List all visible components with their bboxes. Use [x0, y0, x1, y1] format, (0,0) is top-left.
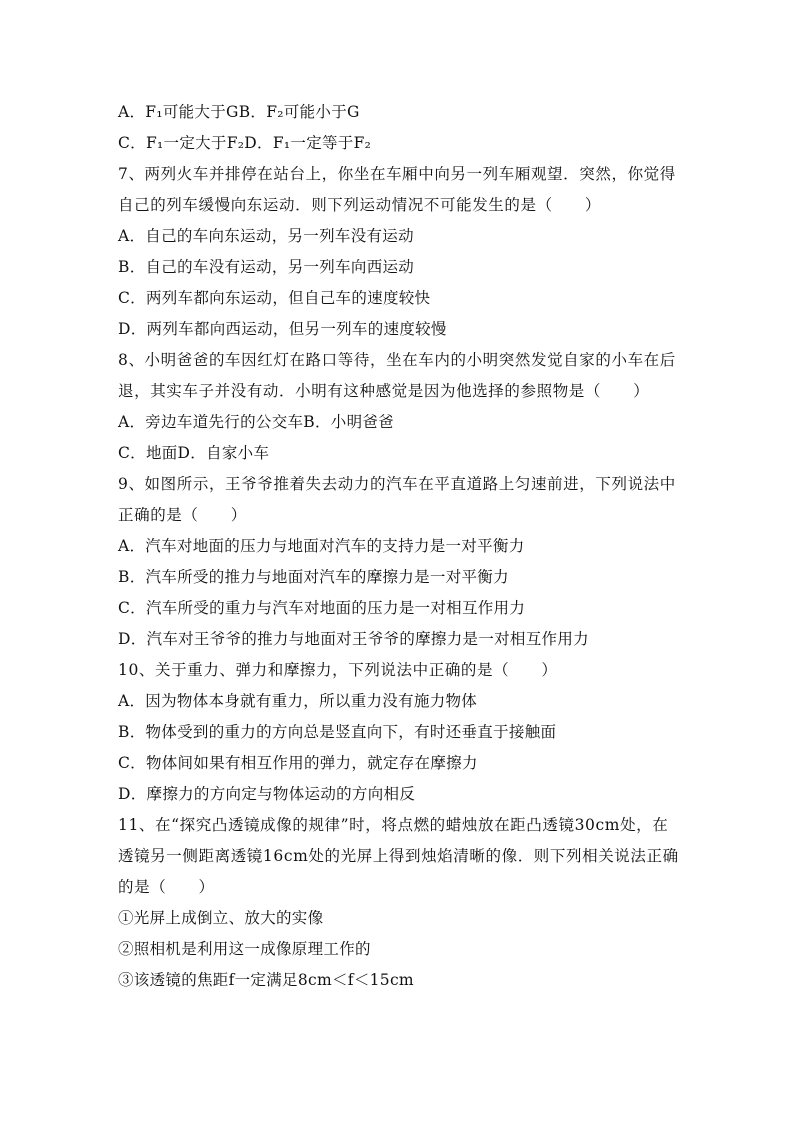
question-7-option-b: B．自己的车没有运动，另一列车向西运动 — [118, 258, 415, 276]
question-7-option-a: A．自己的车向东运动，另一列车没有运动 — [118, 227, 414, 245]
question-8-options-cd: C．地面D．自家小车 — [118, 444, 270, 462]
question-10-line-1: 10、关于重力、弹力和摩擦力，下列说法中正确的是（ ） — [118, 661, 558, 679]
question-11-line-3: 的是（ ） — [118, 878, 215, 896]
question-7-line-1: 7、两列火车并排停在站台上，你坐在车厢中向另一列车厢观望．突然，你觉得 — [118, 165, 676, 183]
question-10-option-a: A．因为物体本身就有重力，所以重力没有施力物体 — [118, 692, 478, 710]
question-11-statement-2: ②照相机是利用这一成像原理工作的 — [118, 940, 371, 958]
question-7-option-c: C．两列车都向东运动，但自己车的速度较快 — [118, 289, 431, 307]
question-9-option-c: C．汽车所受的重力与汽车对地面的压力是一对相互作用力 — [118, 599, 526, 617]
question-7-option-d: D．两列车都向西运动，但另一列车的速度较慢 — [118, 320, 447, 338]
question-9-line-1: 9、如图所示，王爷爷推着失去动力的汽车在平直道路上匀速前进，下列说法中 — [118, 475, 676, 493]
question-9-option-a: A．汽车对地面的压力与地面对汽车的支持力是一对平衡力 — [118, 537, 525, 555]
question-8-line-2: 退，其实车子并没有动．小明有这种感觉是因为他选择的参照物是（ ） — [118, 382, 650, 400]
question-10-option-c: C．物体间如果有相互作用的弹力，就定存在摩擦力 — [118, 754, 478, 772]
question-11-statement-1: ①光屏上成倒立、放大的实像 — [118, 909, 324, 927]
question-9-option-b: B．汽车所受的推力与地面对汽车的摩擦力是一对平衡力 — [118, 568, 509, 586]
option-line-f1-vs-g: A．F₁可能大于GB．F₂可能小于G — [118, 103, 360, 121]
question-8-line-1: 8、小明爸爸的车因红灯在路口等待，坐在车内的小明突然发觉自家的小车在后 — [118, 351, 676, 369]
question-11-statement-3: ③该透镜的焦距f一定满足8cm＜f＜15cm — [118, 971, 414, 989]
option-line-f1-vs-f2: C．F₁一定大于F₂D．F₁一定等于F₂ — [118, 134, 372, 152]
question-9-option-d: D．汽车对王爷爷的推力与地面对王爷爷的摩擦力是一对相互作用力 — [118, 630, 589, 648]
question-10-option-b: B．物体受到的重力的方向总是竖直向下，有时还垂直于接触面 — [118, 723, 557, 741]
question-11-line-2: 透镜另一侧距离透镜16cm处的光屏上得到烛焰清晰的像．则下列相关说法正确 — [118, 847, 679, 865]
question-8-options-ab: A．旁边车道先行的公交车B．小明爸爸 — [118, 413, 394, 431]
question-10-option-d: D．摩擦力的方向定与物体运动的方向相反 — [118, 785, 416, 803]
question-11-line-1: 11、在“探究凸透镜成像的规律”时，将点燃的蜡烛放在距凸透镜30cm处，在 — [118, 816, 669, 834]
question-7-line-2: 自己的列车缓慢向东运动．则下列运动情况不可能发生的是（ ） — [118, 196, 602, 214]
question-text-block — [118, 97, 688, 996]
question-9-line-2: 正确的是（ ） — [118, 506, 247, 524]
